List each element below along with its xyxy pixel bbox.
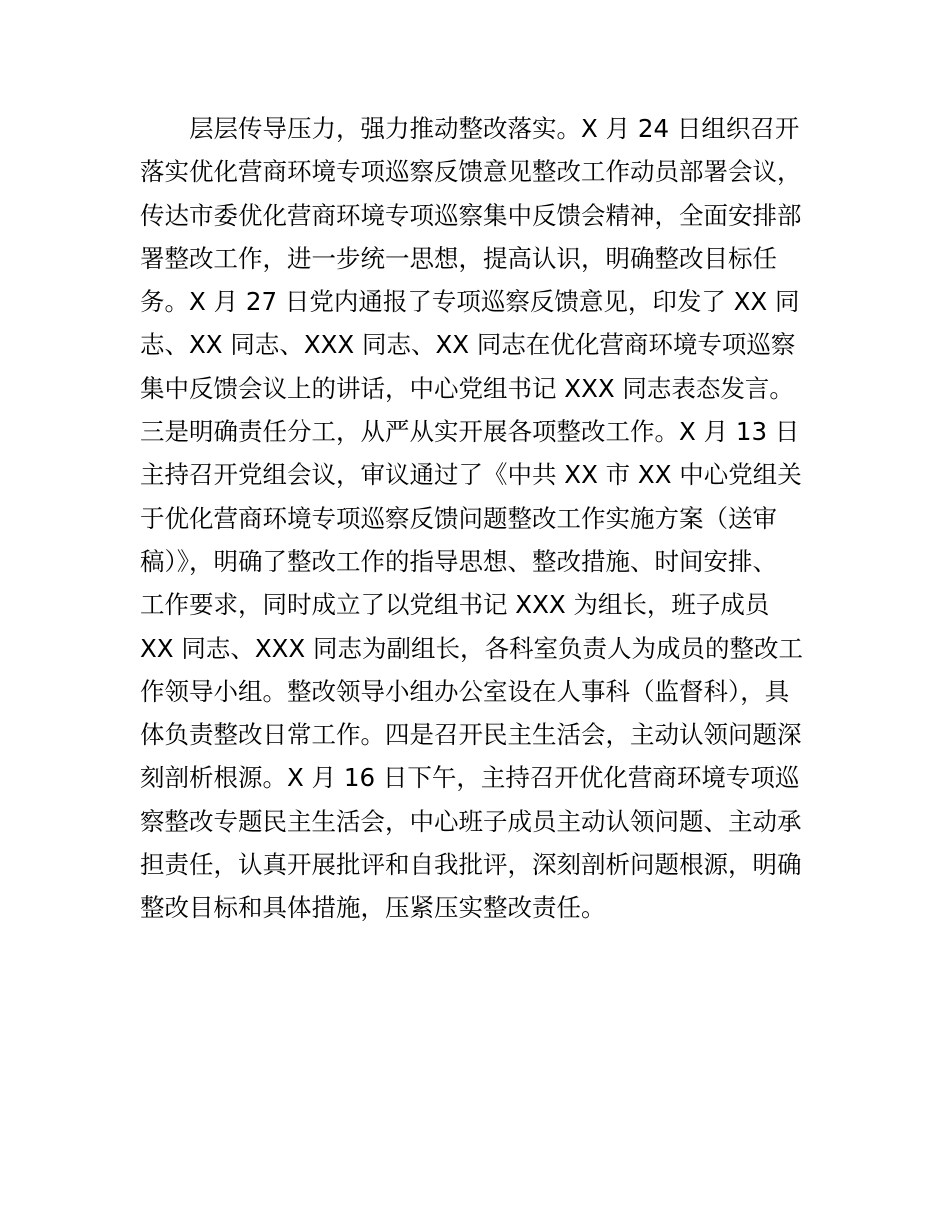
body-paragraph bbox=[140, 107, 820, 930]
text-line-10: 于优化营商环境专项巡察反馈问题整改工作实施方案（送审 bbox=[140, 503, 777, 533]
text-line-3: 传达市委优化营商环境专项巡察集中反馈会精神，全面安排部 bbox=[140, 200, 802, 230]
text-line-7: 集中反馈会议上的讲话，中心党组书记 XXX 同志表态发言。 bbox=[140, 373, 794, 403]
text-line-4: 署整改工作，进一步统一思想，提高认识，明确整改目标任 bbox=[140, 243, 777, 273]
text-line-19: 整改目标和具体措施，压紧压实整改责任。 bbox=[140, 893, 606, 923]
text-line-12: 工作要求，同时成立了以党组书记 XXX 为组长，班子成员 bbox=[140, 590, 770, 620]
text-line-18: 担责任，认真开展批评和自我批评，深刻剖析问题根源，明确 bbox=[140, 850, 802, 880]
text-line-5: 务。X 月 27 日党内通报了专项巡察反馈意见，印发了 XX 同 bbox=[140, 287, 800, 317]
text-line-16: 刻剖析根源。X 月 16 日下午，主持召开优化营商环境专项巡 bbox=[140, 763, 800, 793]
text-line-13: XX 同志、XXX 同志为副组长，各科室负责人为成员的整改工 bbox=[140, 633, 803, 663]
text-line-8: 三是明确责任分工，从严从实开展各项整改工作。X 月 13 日 bbox=[140, 417, 800, 447]
text-line-9: 主持召开党组会议，审议通过了《中共 XX 市 XX 中心党组关 bbox=[140, 460, 802, 490]
text-line-2: 落实优化营商环境专项巡察反馈意见整改工作动员部署会议， bbox=[140, 157, 802, 187]
text-line-14: 作领导小组。整改领导小组办公室设在人事科（监督科），具 bbox=[140, 676, 790, 706]
text-line-17: 察整改专题民主生活会，中心班子成员主动认领问题、主动承 bbox=[140, 806, 802, 836]
text-line-11: 稿）》，明确了整改工作的指导思想、整改措施、时间安排、 bbox=[140, 546, 777, 576]
text-line-6: 志、XX 同志、XXX 同志、XX 同志在优化营商环境专项巡察 bbox=[140, 330, 796, 360]
text-line-15: 体负责整改日常工作。四是召开民主生活会，主动认领问题深 bbox=[140, 720, 802, 750]
text-line-1: 层层传导压力，强力推动整改落实。X 月 24 日组织召开 bbox=[189, 114, 800, 143]
